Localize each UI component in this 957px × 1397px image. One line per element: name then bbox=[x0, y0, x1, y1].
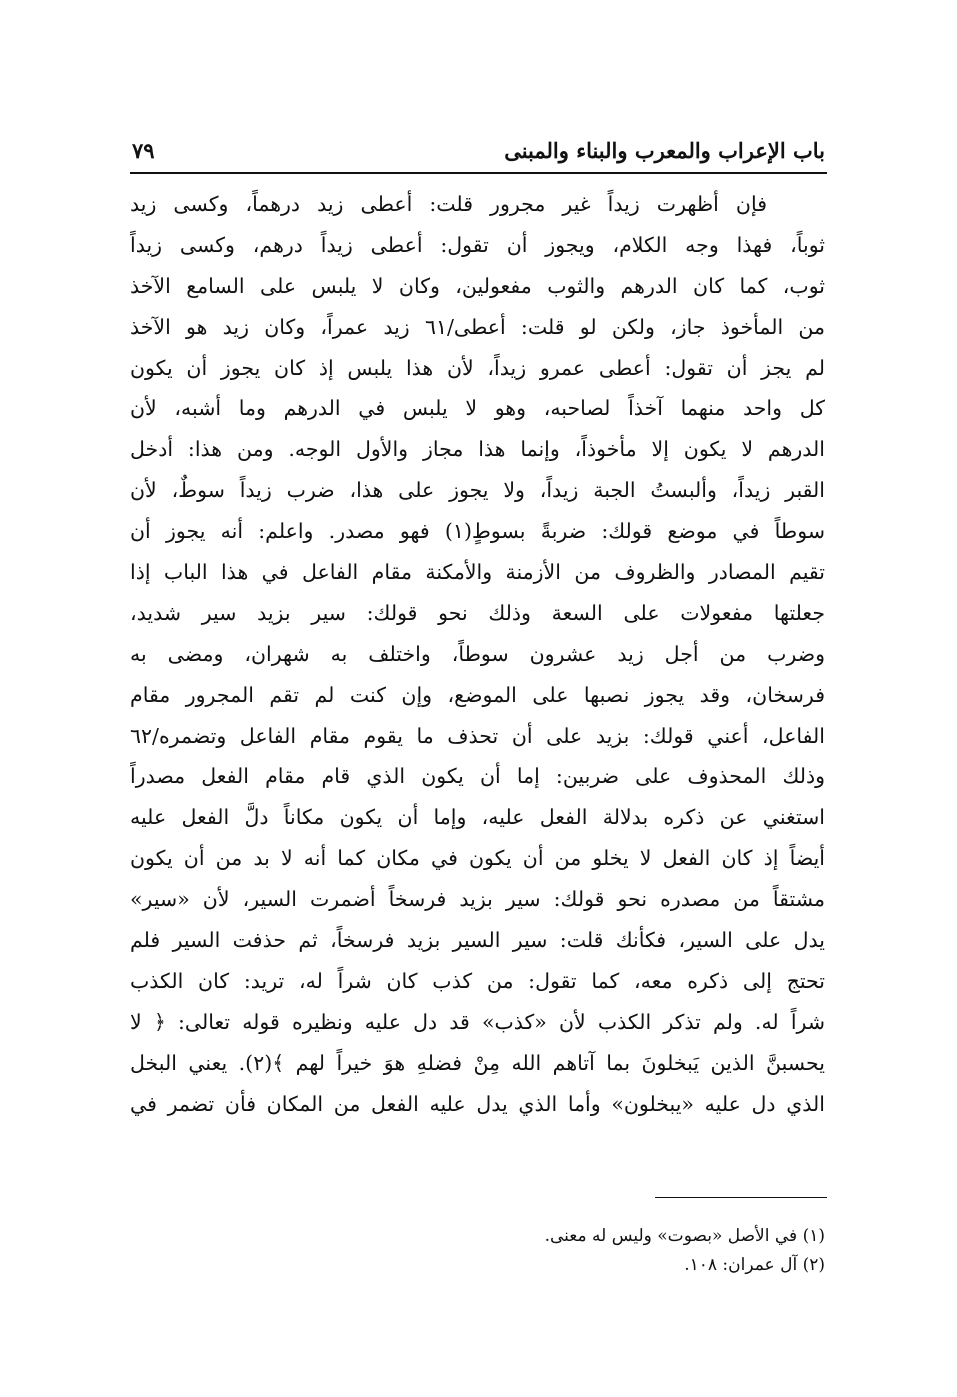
text-line: تقيم المصادر والظروف من الأزمنة والأمكنة مقام الفاعل في هذا الباب إذا bbox=[130, 560, 825, 585]
text-line: استغني عن ذكره بدلالة الفعل عليه، وإما أن يكون مكاناً دلَّ الفعل عليه bbox=[130, 805, 825, 830]
text-line: جعلتها مفعولات على السعة وذلك نحو قولك: سير بزيد سير شديد، bbox=[130, 600, 825, 625]
footnotes bbox=[132, 1222, 825, 1280]
text-line: أيضاً إذ كان الفعل لا يخلو من أن يكون في مكان كما أنه لا بد من أن يكون bbox=[130, 846, 825, 871]
text-line: لم يجز أن تقول: أعطى عمرو زيداً، لأن هذا يلبس إذ كان يجوز أن يكون bbox=[130, 355, 825, 380]
text-line: يحسبنَّ الذين يَبخلونَ بما آتاهم الله مِنْ فضلهِ هوَ خيراً لهم ﴾(٢). يعني البخل bbox=[130, 1050, 825, 1075]
text-line: الفاعل، أعني قولك: بزيد على أن تحذف ما يقوم مقام الفاعل وتضمره/٦٢ bbox=[130, 723, 825, 748]
text-line: شراً له. ولم تذكر الكذب لأن «كذب» قد دل عليه ونظيره قوله تعالى: ﴿ لا bbox=[130, 1009, 825, 1034]
text-line: مشتقاً من مصدره نحو قولك: سير بزيد فرسخاً أضمرت السير، لأن «سير» bbox=[130, 887, 825, 912]
text-line: سوطاً في موضع قولك: ضربةً بسوطٍ(١) فهو مصدر. واعلم: أنه يجوز أن bbox=[130, 519, 825, 544]
text-line: يدل على السير، فكأنك قلت: سير السير بزيد فرسخاً، ثم حذفت السير فلم bbox=[130, 928, 825, 953]
text-line: الذي دل عليه «يبخلون» وأما الذي يدل عليه الفعل من المكان فأن تضمر في bbox=[130, 1091, 825, 1116]
text-line: القبر زيداً، وألبستُ الجبة زيداً، ولا يجوز على هذا، ضرب زيداً سوطٌ، لأن bbox=[130, 478, 825, 503]
running-header bbox=[132, 128, 825, 172]
footnote-rule bbox=[655, 1197, 827, 1198]
text-line: ثوب، كما كان الدرهم والثوب مفعولين، وكان لا يلبس على السامع الآخذ bbox=[130, 273, 825, 298]
text-line: من المأخوذ جاز، ولكن لو قلت: أعطى/٦١ زيد عمراً، وكان زيد هو الآخذ bbox=[130, 314, 825, 339]
text-line: تحتج إلى ذكره معه، كما تقول: من كذب كان شراً له، تريد: كان الكذب bbox=[130, 968, 825, 993]
text-line: وذلك المحذوف على ضربين: إما أن يكون الذي قام مقام الفعل مصدراً bbox=[130, 764, 825, 789]
chapter-title: باب الإعراب والمعرب والبناء والمبنى bbox=[504, 137, 825, 163]
body-text bbox=[130, 184, 825, 1124]
text-line: وضرب من أجل زيد عشرون سوطاً، واختلف به شهران، ومضى به bbox=[130, 641, 825, 666]
text-line: فإن أظهرت زيداً غير مجرور قلت: أعطى زيد درهماً، وكسى زيد bbox=[130, 192, 767, 216]
text-line: ثوباً، فهذا وجه الكلام، ويجوز أن تقول: أعطى زيداً درهم، وكسى زيداً bbox=[130, 232, 825, 257]
page-number: ٧٩ bbox=[132, 137, 155, 163]
text-line: الدرهم لا يكون إلا مأخوذاً، وإنما هذا مجاز والأول الوجه. ومن هذا: أدخل bbox=[130, 437, 825, 462]
text-line: كل واحد منهما آخذاً لصاحبه، وهو لا يلبس في الدرهم وما أشبه، لأن bbox=[130, 396, 825, 421]
footnote: (٢) آل عمران: ١٠٨. bbox=[684, 1255, 825, 1275]
header-rule bbox=[130, 172, 827, 174]
text-line: فرسخان، وقد يجوز نصبها على الموضع، وإن كنت لم تقم المجرور مقام bbox=[130, 682, 825, 707]
footnote: (١) في الأصل «بصوت» وليس له معنى. bbox=[544, 1226, 825, 1246]
